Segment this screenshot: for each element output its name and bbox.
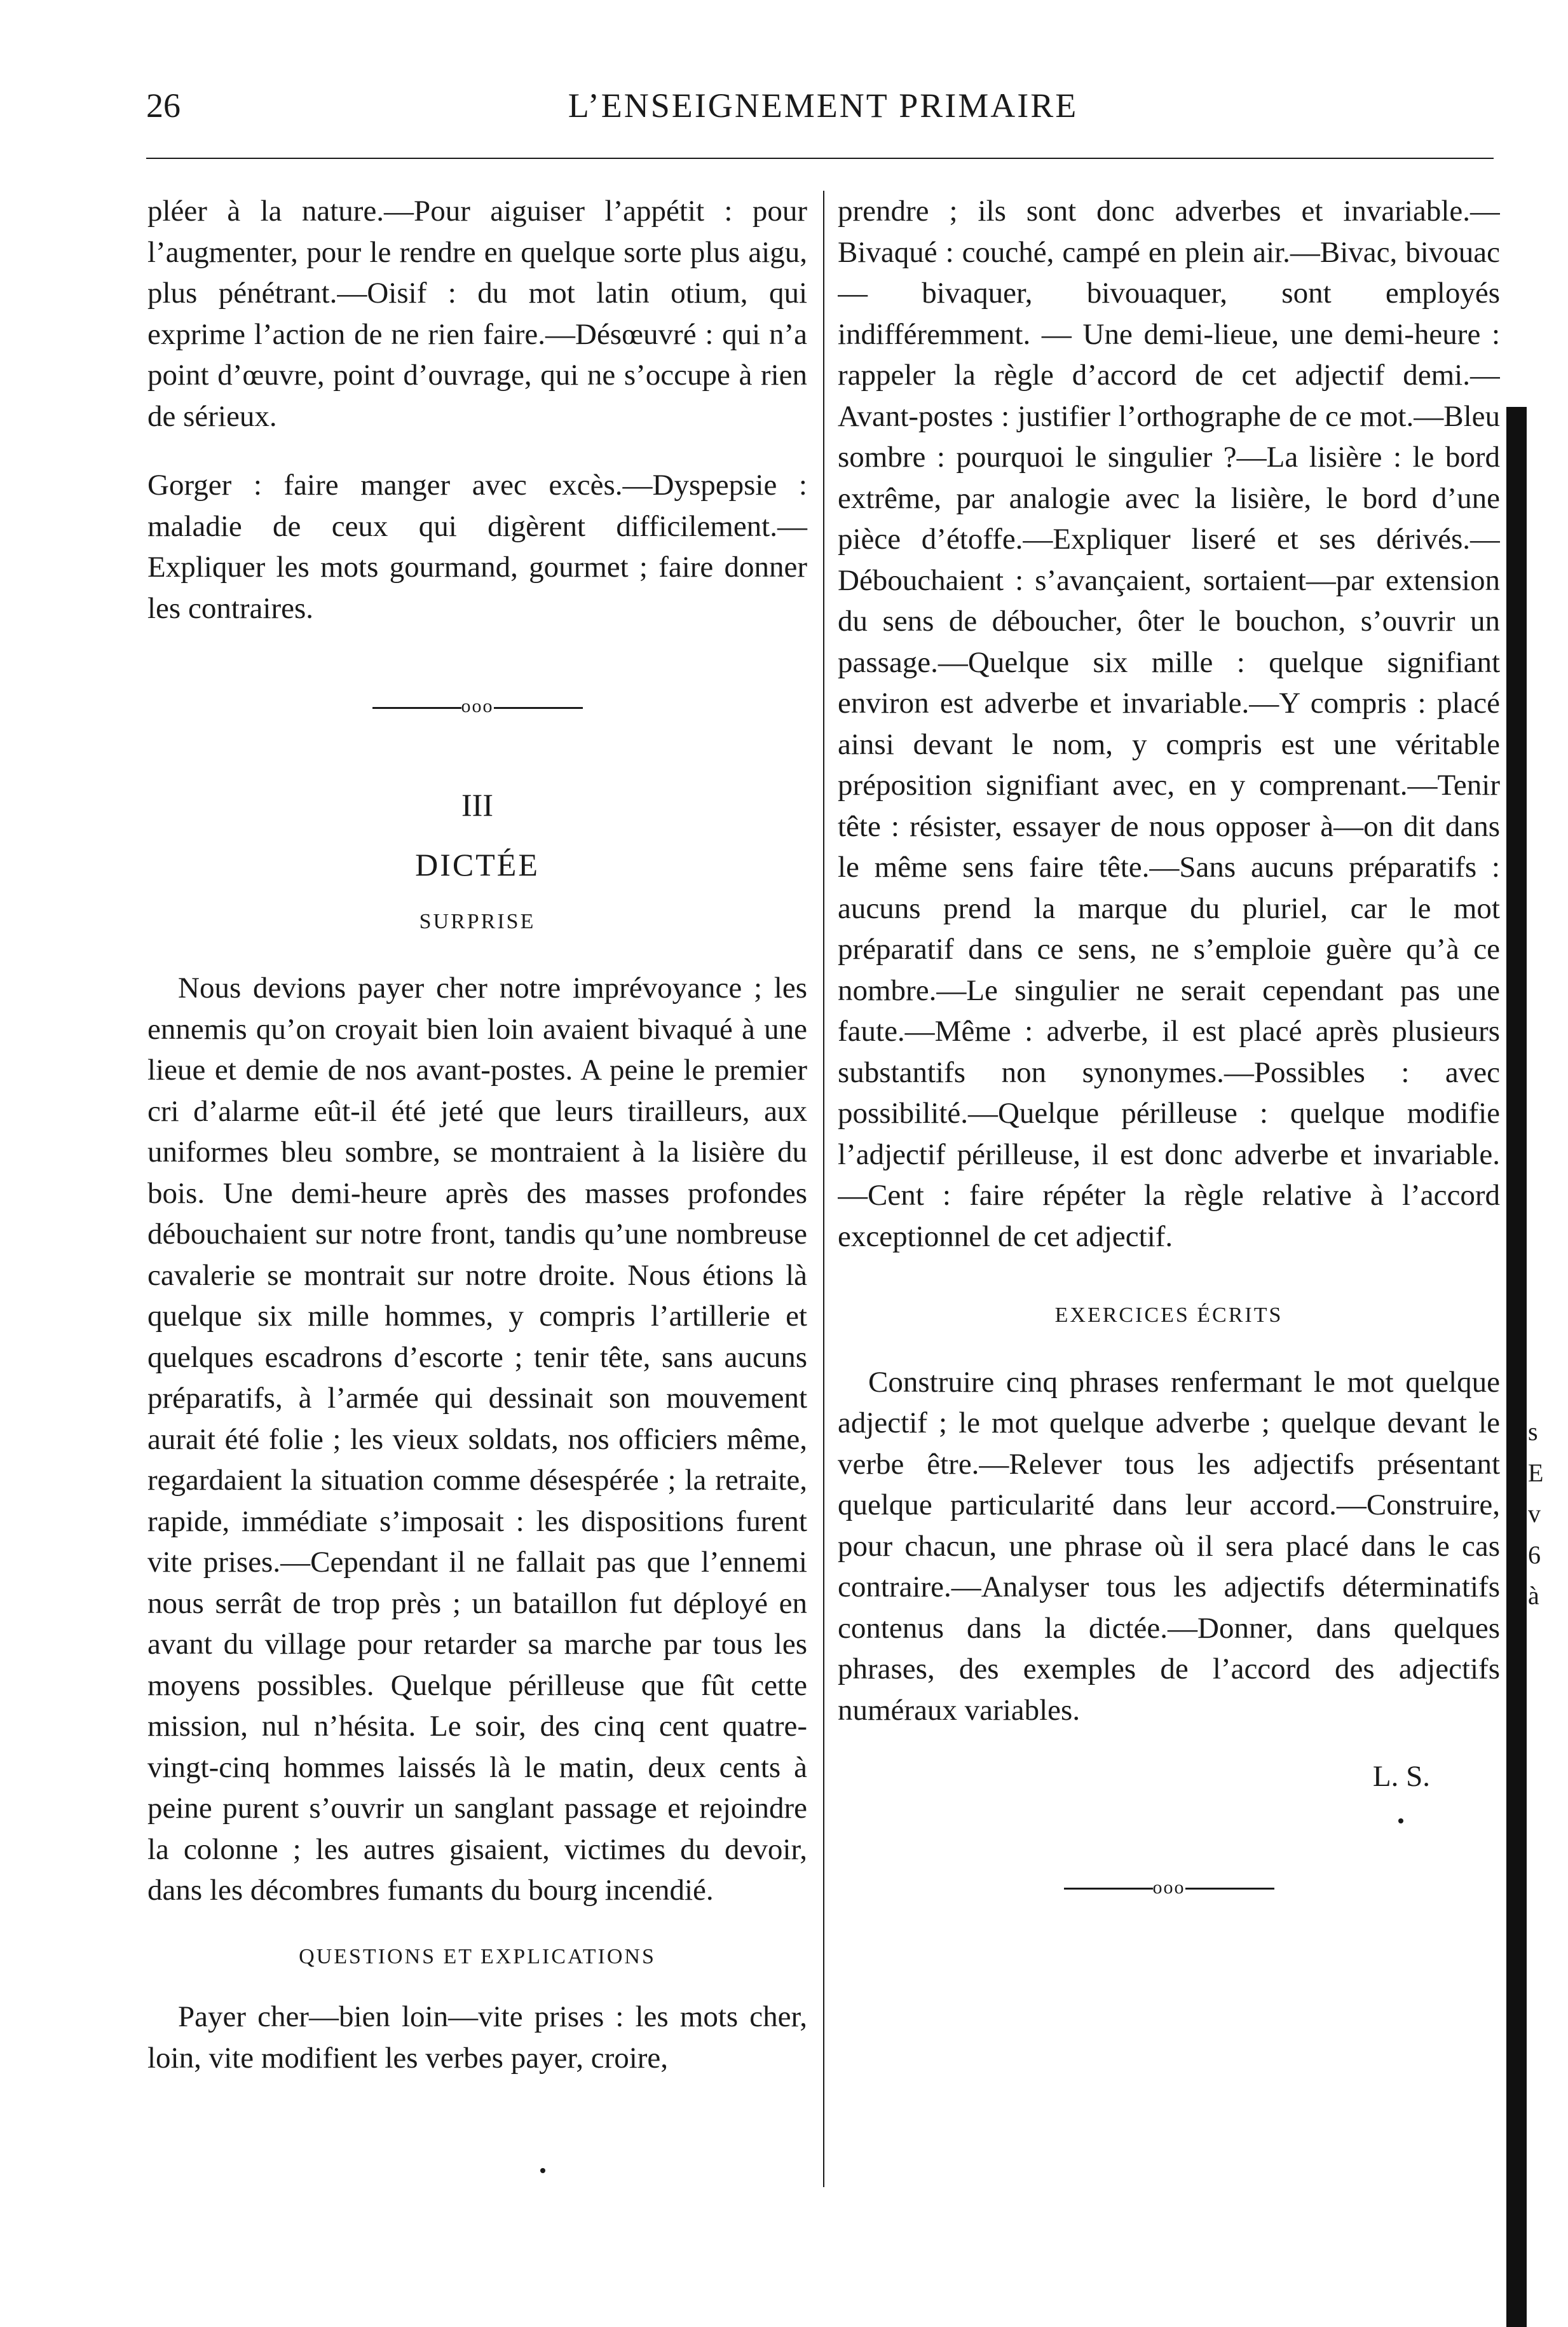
margin-mark: E: [1528, 1458, 1544, 1487]
margin-marks: [1528, 1411, 1547, 1617]
left-paragraph-1: pléer à la nature.—Pour aiguiser l’appétit : pour l’augmenter, pour le rendre en quelque sorte plus aigu, plus pénétrant.—Oisif : du mot latin otium, qui exprime l’action de ne rien faire.—Désœuvré : qui n’a point d’œuvre, point d’ouvrage, qui ne s’occupe à rien de sérieux.: [147, 195, 807, 433]
dictation-text: Nous devions payer cher notre imprévoyance ; les ennemis qu’on croyait bien loin avaient bivaqué à une lieue et demie de nos avant-postes. A peine le premier cri d’alarme eût-il été jeté que leurs tirailleurs, aux uniformes bleu sombre, se montraient à la lisière du bois. Une demi-heure après des masses profondes débouchaient sur notre front, tandis qu’une nombreuse cavalerie se montrait sur notre droite. Nous étions là quelque six mille hommes, y compris l’artillerie et quelques escadrons d’escorte ; tenir tête, sans aucuns préparatifs, à l’armée qui dessinait son mouvement aurait été folie ; les vieux soldats, nos officiers même, regardaient la situation comme désespérée ; la retraite, rapide, immédiate s’imposait : les dispositions furent vite prises.—Cependant il ne fallait pas que l’ennemi nous serrât de trop près ; un bataillon fut déployé en avant du village pour retarder sa marche par tous les moyens possibles. Quelque périlleuse que fût cette mission, nul n’hésita. Le soir, des cinq cent quatre-vingt-cinq hommes laissés là le matin, deux cents à peine purent s’ouvrir un sanglant passage et rejoindre la colonne ; les autres gisaient, victimes du devoir, dans les décombres fumants du bourg incendié.: [147, 971, 807, 1907]
margin-mark: s: [1528, 1417, 1538, 1446]
closing-ornament-rule-left: [1064, 1888, 1153, 1890]
column-divider: [823, 191, 824, 2187]
ink-speck: [540, 2168, 545, 2173]
page-header: [146, 86, 1500, 137]
signature: L. S.: [1372, 1760, 1430, 1793]
ornament-text: ooo: [461, 696, 494, 717]
right-column: [838, 191, 1500, 2232]
questions-text: Payer cher—bien loin—vite prises : les mots cher, loin, vite modifient les verbes payer, croire,: [147, 2000, 807, 2075]
questions-heading: QUESTIONS ET EXPLICATIONS: [299, 1944, 656, 1968]
margin-mark: v: [1528, 1499, 1541, 1528]
ornament-rule-left: [372, 707, 461, 709]
margin-mark: à: [1528, 1581, 1539, 1610]
exercises-text: Construire cinq phrases renfermant le mot quelque adjectif ; le mot quelque adverbe ; quelque devant le verbe être.—Relever tous les adjectifs présentant quelque particularité dans leur accord.—Construire, pour chacun, une phrase où il sera placé dans le cas contraire.—Analyser tous les adjectifs déterminatifs contenus dans la dictée.—Donner, dans quelques phrases, des exemples de l’accord des adjectifs numéraux variables.: [838, 1365, 1500, 1727]
ornament-divider: [147, 686, 807, 727]
page-number: 26: [146, 86, 181, 125]
ornament-rule-right: [494, 707, 583, 709]
ink-speck: [1398, 1818, 1403, 1823]
section-number: III: [461, 786, 493, 823]
header-rule: [146, 158, 1494, 159]
exercises-heading: EXERCICES ÉCRITS: [1054, 1303, 1283, 1327]
left-paragraph-2: Gorger : faire manger avec excès.—Dyspepsie : maladie de ceux qui digèrent difficilement.—Expliquer les mots gourmand, gourmet ; faire donner les contraires.: [147, 469, 807, 625]
right-paragraph-1: prendre ; ils sont donc adverbes et invariable.—Bivaqué : couché, campé en plein air.—Bivac, bivouac — bivaquer, bivouaquer, sont employés indifféremment. — Une demi-lieue, une demi-heure : rappeler la règle d’accord de cet adjectif demi.—Avant-postes : justifier l’orthographe de ce mot.—Bleu sombre : pourquoi le singulier ?—La lisière : le bord extrême, par analogie avec la lisière, le bord d’une pièce d’étoffe.—Expliquer liseré et ses dérivés.—Débouchaient : s’avançaient, sortaient—par extension du sens de déboucher, ôter le bouchon, s’ouvrir un passage.—Quelque six mille : quelque signifiant environ est adverbe et invariable.—Y compris : placé ainsi devant le nom, y compris est une véritable préposition signifiant avec, en y comprenant.—Tenir tête : résister, essayer de nous opposer à—on dit dans le même sens faire tête.—Sans aucuns préparatifs : aucuns prend la marque du pluriel, car le mot préparatif dans ce sens, ne s’emploie guère qu’à ce nombre.—Le singulier ne serait cependant pas une faute.—Même : adverbe, il est placé après plusieurs substantifs non synonymes.—Possibles : avec possibilité.—Quelque périlleuse : quelque modifie l’adjectif périlleuse, il est donc adverbe et invariable.—Cent : faire répéter la règle relative à l’accord exceptionnel de cet adjectif.: [838, 195, 1500, 1253]
closing-ornament-rule-right: [1185, 1888, 1274, 1890]
section-title: DICTÉE: [415, 847, 540, 882]
closing-ornament-text: ooo: [1152, 1876, 1185, 1898]
left-column: [147, 191, 807, 2078]
binding-edge-shadow: [1506, 407, 1527, 2327]
margin-mark: 6: [1528, 1540, 1541, 1569]
running-title: L’ENSEIGNEMENT PRIMAIRE: [568, 86, 1079, 125]
dictation-title: SURPRISE: [419, 909, 536, 933]
closing-ornament: [838, 1867, 1500, 1909]
